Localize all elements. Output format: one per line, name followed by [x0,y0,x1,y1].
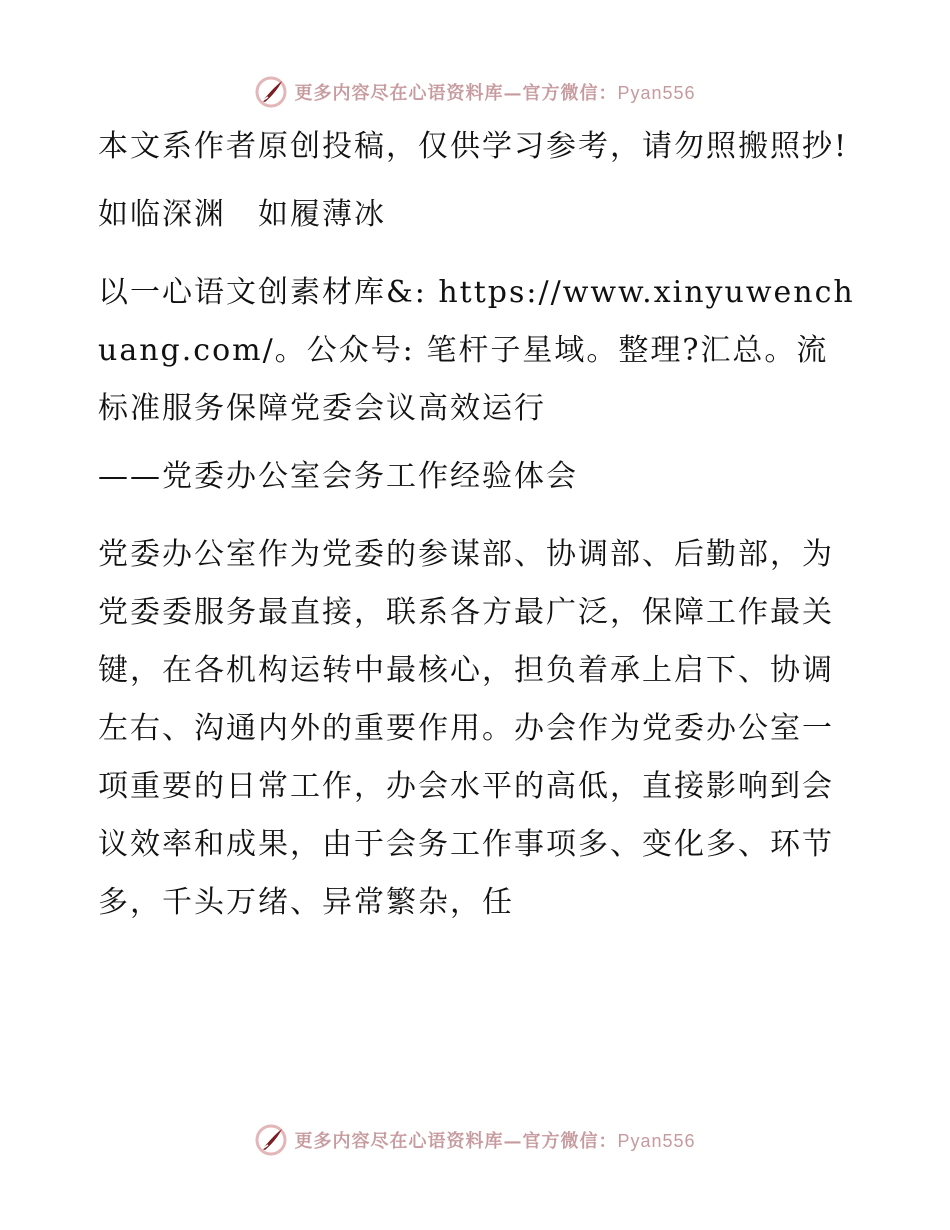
paragraph-body: 党委办公室作为党委的参谋部、协调部、后勤部，为党委委服务最直接，联系各方最广泛，保障工作最关键，在各机构运转中最核心，担负着承上启下、协调左右、沟通内外的重要作用。办会作为党委办公室一项重要的日常工作，办会水平的高低，直接影响到会议效率和成果，由于会务工作事项多、变化多、环节多，千头万绪、异常繁杂，任 [98,537,834,920]
page-header [0,72,950,112]
page-footer [0,1120,950,1160]
quill-logo-icon [254,75,288,109]
paragraph-subtitle: ——党委办公室会务工作经验体会 [98,459,578,494]
header-banner-text: 更多内容尽在心语资料库—官方微信：Pyan556 [294,83,696,104]
footer-banner-text: 更多内容尽在心语资料库—官方微信：Pyan556 [294,1131,696,1152]
document-body [98,118,858,952]
header-banner [254,75,695,109]
quill-logo-icon [254,1123,288,1157]
paragraph-disclaimer: 本文系作者原创投稿，仅供学习参考，请勿照搬照抄! [98,129,849,164]
paragraph-title: 以一心语文创素材库&: https://www.xinyuwenchuang.com/。公众号: 笔杆子星域。整理?汇总。流标准服务保障党委会议高效运行 [98,275,855,426]
paragraph-motto: 如临深渊 如履薄冰 [98,197,386,232]
footer-wechat-id: Pyan556 [617,1131,696,1151]
header-wechat-id: Pyan556 [617,83,696,103]
footer-banner [254,1123,695,1157]
